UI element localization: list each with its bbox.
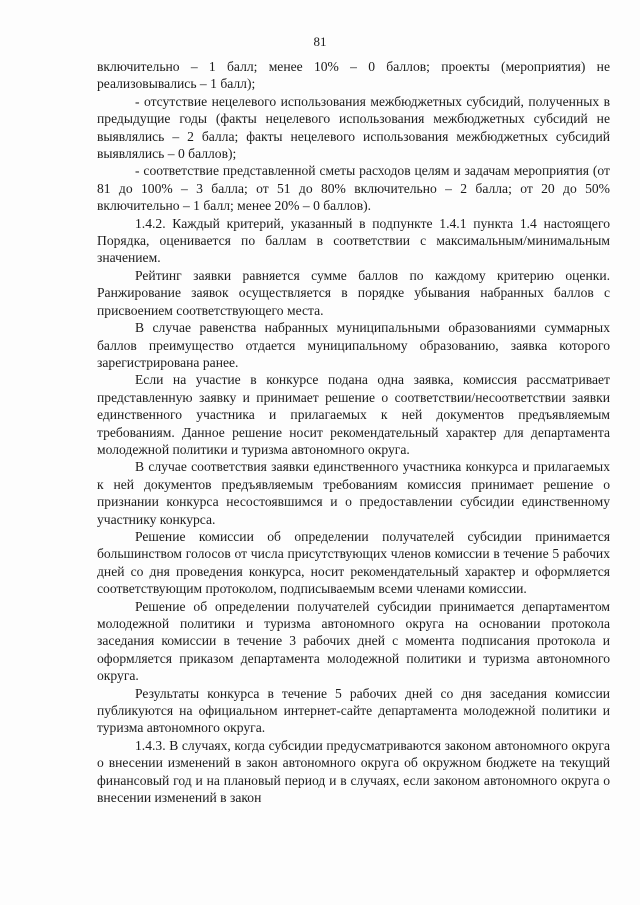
- paragraph-8: В случае соответствия заявки единственного участника конкурса и прилагаемых к ней документов предъявляемым требованиям комиссия принимает решение о признании конкурса несостоявшимся и о предоставлении субсидии единственному участнику конкурса.: [97, 459, 610, 527]
- paragraph-6: В случае равенства набранных муниципальными образованиями суммарных баллов преимущество отдается муниципальному образованию, заявка которого зарегистрирована ранее.: [97, 320, 610, 370]
- paragraph-2: - отсутствие нецелевого использования межбюджетных субсидий, полученных в предыдущие годы (факты нецелевого использования межбюджетных субсидий не выявлялись – 2 балла; факты нецелевого использования межбюджетных субсидий выявлялись – 0 баллов);: [97, 93, 610, 162]
- paragraph-1: включительно – 1 балл; менее 10% – 0 баллов; проекты (мероприятия) не реализовывались – 1 балл);: [97, 59, 610, 92]
- page-number: 81: [313, 34, 327, 49]
- paragraph-10: Решение об определении получателей субсидии принимается департаментом молодежной политики и туризма автономного округа на основании протокола заседания комиссии в течение 3 рабочих дней с момента подписания протокола и оформляется приказом департамента молодежной политики и туризма автономного округа.: [97, 598, 610, 684]
- paragraph-12: 1.4.3. В случаях, когда субсидии предусматриваются законом автономного округа о внесении изменений в закон автономного округа об окружном бюджете на текущий финансовый год и на плановый период и в случаях, если законом автономного округа о внесении изменений в закон: [97, 737, 610, 806]
- document-body: [97, 58, 610, 806]
- paragraph-7: Если на участие в конкурсе подана одна заявка, комиссия рассматривает представленную заявку и принимает решение о соответствии/несоответствии заявки единственного участника и прилагаемых к ней документов предъявляемым требованиям. Данное решение носит рекомендательный характер для департамента молодежной политики и туризма автономного округа.: [97, 372, 610, 457]
- paragraph-3: - соответствие представленной сметы расходов целям и задачам мероприятия (от 81 до 100% – 3 балла; от 51 до 80% включительно – 2 балла; от 20 до 50% включительно – 1 балл; менее 20% – 0 баллов).: [97, 163, 610, 214]
- paragraph-4: 1.4.2. Каждый критерий, указанный в подпункте 1.4.1 пункта 1.4 настоящего Порядка, оценивается по баллам в соответствии с максимальным/минимальным значением.: [97, 215, 610, 266]
- paragraph-5: Рейтинг заявки равняется сумме баллов по каждому критерию оценки. Ранжирование заявок осуществляется в порядке убывания набранных баллов с присвоением соответствующего места.: [97, 267, 610, 318]
- paragraph-11: Результаты конкурса в течение 5 рабочих дней со дня заседания комиссии публикуются на официальном интернет-сайте департамента молодежной политики и туризма автономного округа.: [97, 685, 610, 736]
- paragraph-9: Решение комиссии об определении получателей субсидии принимается большинством голосов от числа присутствующих членов комиссии в течение 5 рабочих дней со дня проведения конкурса, носит рекомендательный характер и оформляется соответствующим протоколом, подписываемым всеми членами комиссии.: [97, 528, 610, 597]
